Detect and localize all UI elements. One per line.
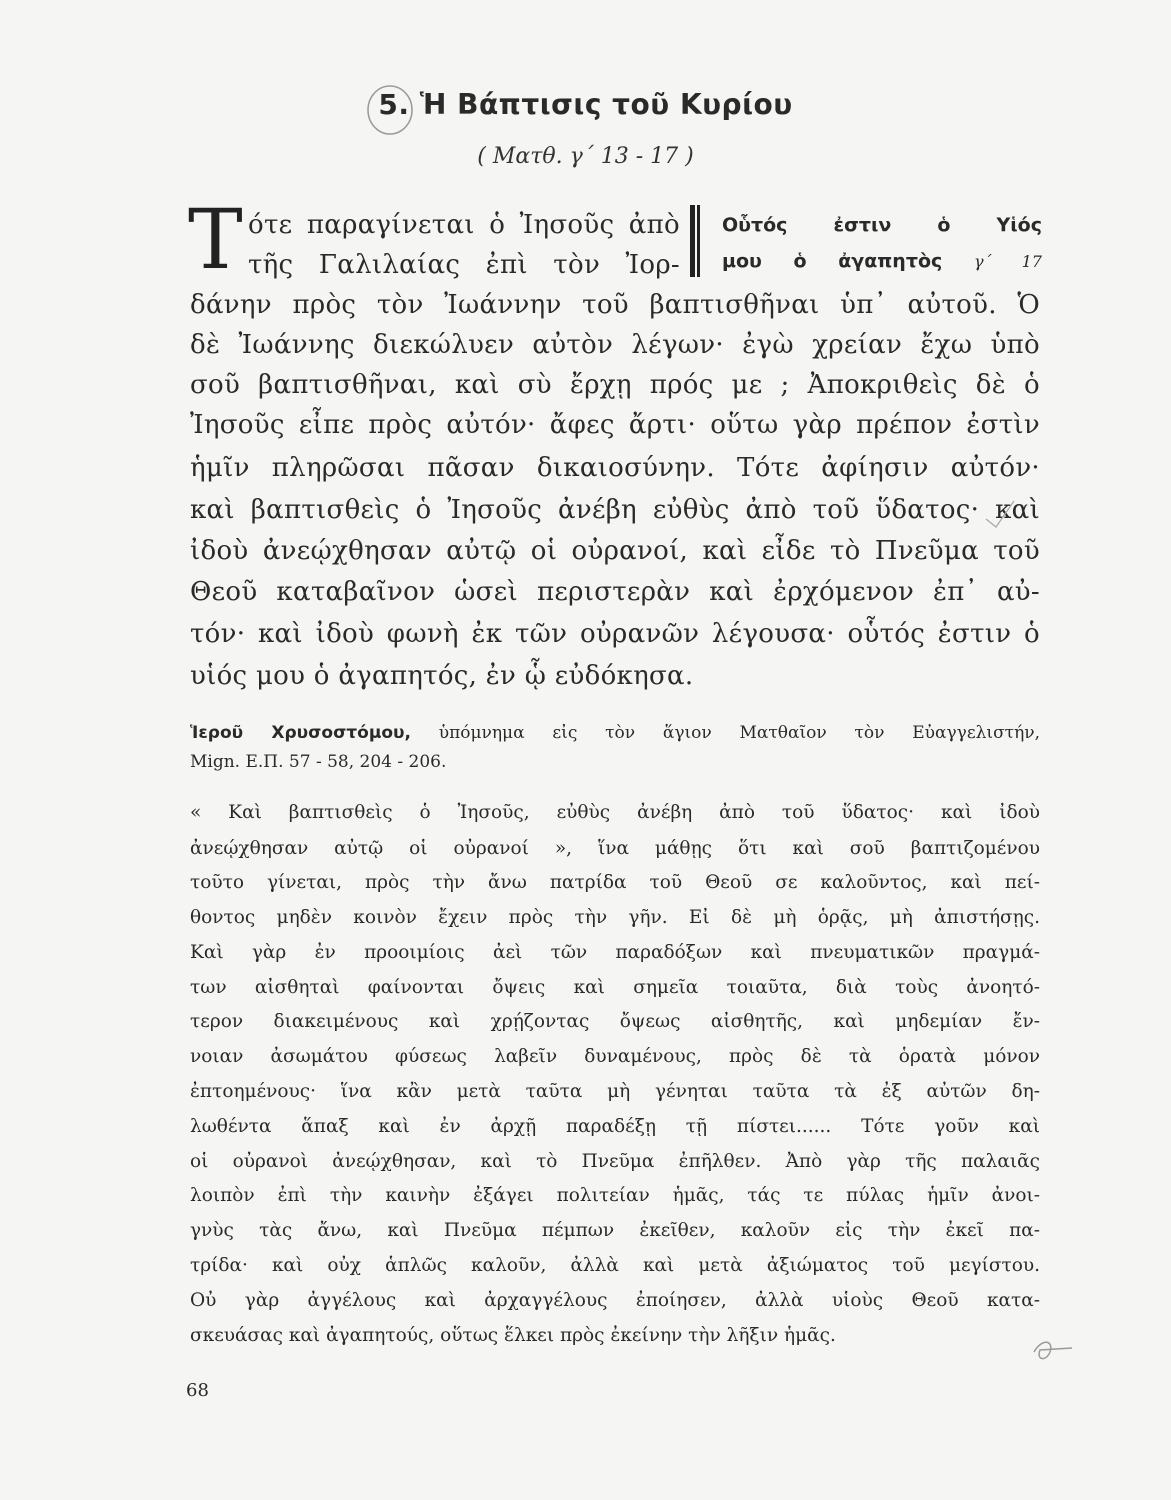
commentary-line: Καὶ γὰρ ἐν προοιμίοις ἀεὶ τῶν παραδόξων καὶ πνευματικῶν πραγμά- — [190, 942, 1040, 963]
commentary-line: τρίδα· καὶ οὐχ ἁπλῶς καλοῦν, ἀλλὰ καὶ μετὰ ἀξιώματος τοῦ μεγίστου. — [190, 1255, 1040, 1276]
margin-note-line: Οὗτός ἐστιν ὁ Υἱός — [722, 214, 1042, 236]
commentary-line: τοῦτο γίνεται, πρὸς τὴν ἄνω πατρίδα τοῦ Θεοῦ σε καλοῦντος, καὶ πεί- — [190, 872, 1040, 893]
commentary-line: Οὐ γὰρ ἀγγέλους καὶ ἀρχαγγέλους ἐποίησεν, ἀλλὰ υἱοὺς Θεοῦ κατα- — [190, 1290, 1040, 1311]
gospel-line: δάνην πρὸς τὸν Ἰωάννην τοῦ βαπτισθῆναι ὑπ᾽ αὐτοῦ. Ὁ — [190, 290, 1040, 320]
gospel-line: ἡμῖν πληρῶσαι πᾶσαν δικαιοσύνην. Τότε ἀφίησιν αὐτόν· — [190, 453, 1040, 483]
commentary-line: ἀνεῴχθησαν αὐτῷ οἱ οὐρανοί », ἵνα μάθῃς ὅτι καὶ σοῦ βαπτιζομένου — [190, 838, 1040, 859]
page-number: 68 — [186, 1380, 209, 1401]
commentary-line: λοιπὸν ἐπὶ τὴν καινὴν ἐξάγει πολιτείαν ἡμᾶς, τάς τε πύλας ἡμῖν ἀνοι- — [190, 1185, 1040, 1206]
gospel-line: ότε παραγίνεται ὁ Ἰησοῦς ἀπὸ — [248, 210, 680, 240]
scripture-reference: ( Ματθ. γ΄ 13 - 17 ) — [477, 144, 694, 169]
drop-cap: Τ — [188, 193, 243, 288]
commentary-line: σκευάσας καὶ ἀγαπητούς, οὕτως ἕλκει πρὸς ἐκείνην τὴν λῆξιν ἡμᾶς. — [190, 1325, 836, 1346]
gospel-line: υἱός μου ὁ ἀγαπητός, ἐν ᾧ εὐδόκησα. — [190, 661, 694, 691]
margin-rule — [690, 205, 695, 277]
source-author: Ἱεροῦ Χρυσοστόμου, — [190, 723, 411, 743]
gospel-line: δὲ Ἰωάννης διεκώλυεν αὐτὸν λέγων· ἐγὼ χρείαν ἔχω ὑπὸ — [190, 330, 1040, 360]
source-line — [190, 717, 1040, 749]
commentary-line: οἱ οὐρανοὶ ἀνεῴχθησαν, καὶ τὸ Πνεῦμα ἐπῆλθεν. Ἀπὸ γὰρ τῆς παλαιᾶς — [190, 1151, 1040, 1172]
gospel-line: σοῦ βαπτισθῆναι, καὶ σὺ ἔρχῃ πρός με ; Ἀποκριθεὶς δὲ ὁ — [190, 370, 1040, 400]
commentary-line: τερον διακειμένους καὶ χρῄζοντας ὄψεως αἰσθητῆς, καὶ μηδεμίαν ἔν- — [190, 1011, 1040, 1032]
commentary-line: θοντος μηδὲν κοινὸν ἔχειν πρὸς τὴν γῆν. Εἰ δὲ μὴ ὁρᾷς, μὴ ἀπιστήσῃς. — [190, 907, 1040, 928]
commentary-line: γνὺς τὰς ἄνω, καὶ Πνεῦμα πέμπων ἐκεῖθεν, καλοῦν εἰς τὴν ἐκεῖ πα- — [190, 1220, 1040, 1241]
section-title: 5. Ἡ Βάπτισις τοῦ Κυρίου — [378, 88, 793, 121]
margin-rule — [697, 205, 700, 277]
commentary-line: λωθέντα ἅπαξ καὶ ἐν ἀρχῇ παραδέξῃ τῇ πίστει...... Τότε γοῦν καὶ — [190, 1116, 1040, 1137]
gospel-line: Θεοῦ καταβαῖνον ὡσεὶ περιστερὰν καὶ ἐρχόμενον ἐπ᾽ αὐ- — [190, 577, 1040, 607]
commentary-line: « Καὶ βαπτισθεὶς ὁ Ἰησοῦς, εὐθὺς ἀνέβη ἀπὸ τοῦ ὕδατος· καὶ ἰδοὺ — [190, 802, 1040, 823]
source-citation: Mign. Ε.Π. 57 - 58, 204 - 206. — [190, 752, 447, 772]
gospel-line: τόν· καὶ ἰδοὺ φωνὴ ἐκ τῶν οὐρανῶν λέγουσα· οὗτός ἐστιν ὁ — [190, 619, 1040, 649]
gospel-line: τῆς Γαλιλαίας ἐπὶ τὸν Ἰορ- — [248, 250, 680, 280]
gospel-line: Ἰησοῦς εἶπε πρὸς αὐτόν· ἄφες ἄρτι· οὕτω γὰρ πρέπον ἐστὶν — [190, 410, 1040, 440]
source-work: ὑπόμνημα εἰς τὸν ἅγιον Ματθαῖον τὸν Εὐαγγελιστήν, — [438, 723, 1040, 743]
commentary-line: νοιαν ἀσωμάτου φύσεως λαβεῖν δυναμένους, πρὸς δὲ τὰ ὁρατὰ μόνον — [190, 1046, 1040, 1067]
margin-note-verse: γ΄ 17 — [973, 252, 1042, 271]
commentary-line: ἐπτοημένους· ἵνα κἂν μετὰ ταῦτα μὴ γένηται ταῦτα τὰ ἐξ αὐτῶν δη- — [190, 1081, 1040, 1102]
gospel-line: καὶ βαπτισθεὶς ὁ Ἰησοῦς ἀνέβη εὐθὺς ἀπὸ τοῦ ὕδατος· καὶ — [190, 495, 1040, 525]
margin-note-line — [722, 243, 1042, 279]
gospel-line: ἰδοὺ ἀνεῴχθησαν αὐτῷ οἱ οὐρανοί, καὶ εἶδε τὸ Πνεῦμα τοῦ — [190, 536, 1040, 566]
commentary-line: των αἰσθηταὶ φαίνονται ὄψεις καὶ σημεῖα τοιαῦτα, διὰ τοὺς ἀνοητό- — [190, 977, 1040, 998]
margin-note-text: μου ὁ ἀγαπητὸς — [722, 250, 943, 272]
